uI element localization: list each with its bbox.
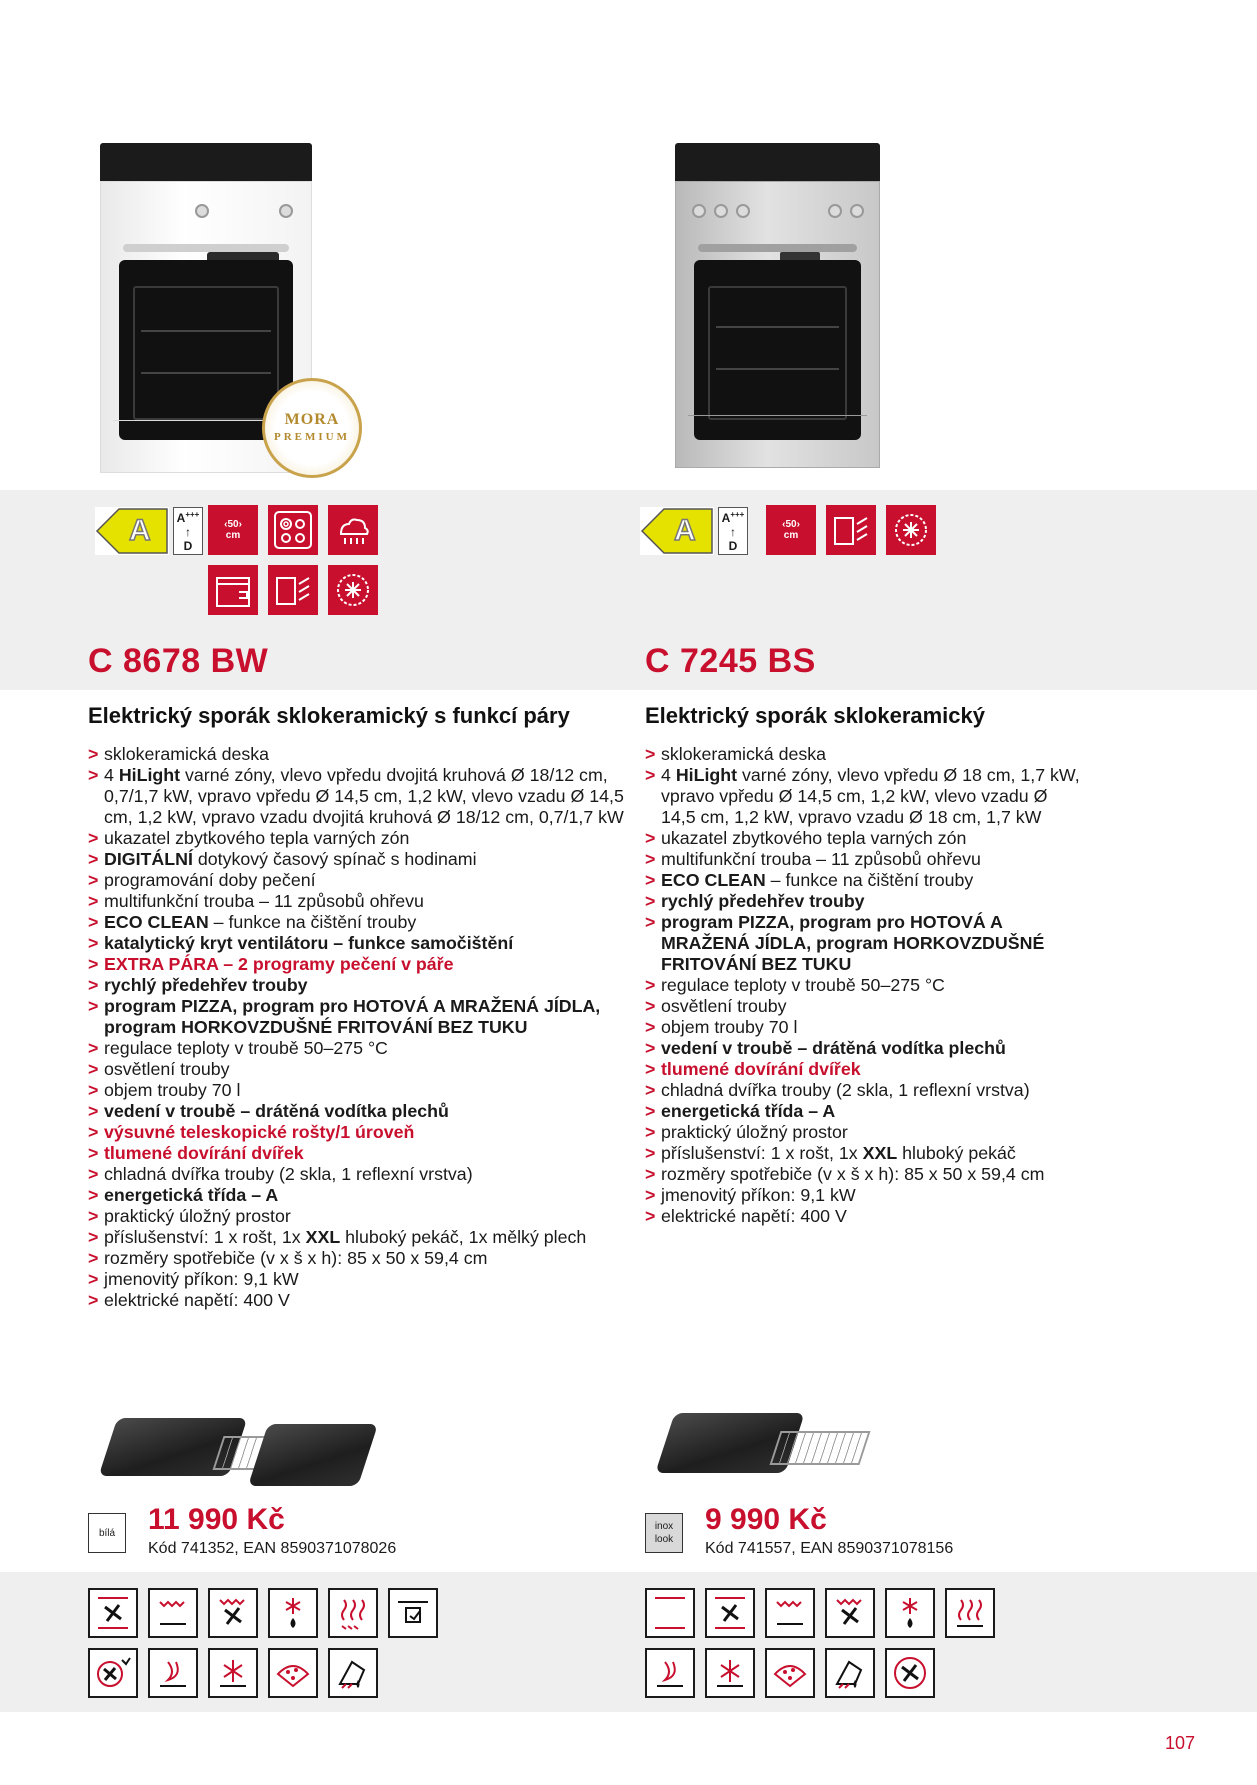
oven-door xyxy=(694,260,861,440)
spec-item: > objem trouby 70 l xyxy=(645,1017,1085,1038)
spec-item: > praktický úložný prostor xyxy=(88,1206,633,1227)
product-title: C 7245 BS xyxy=(645,642,816,680)
spec-item: > chladná dvířka trouby (2 skla, 1 reflexní vrstva) xyxy=(88,1164,633,1185)
spec-item: > praktický úložný prostor xyxy=(645,1122,1085,1143)
spec-item: > ECO CLEAN – funkce na čištění trouby xyxy=(88,912,633,933)
spec-item: > vedení v troubě – drátěná vodítka plechů xyxy=(645,1038,1085,1059)
drawer-icon xyxy=(208,565,258,615)
product-code: Kód 741352, EAN 8590371078026 xyxy=(148,1540,397,1557)
hot-air-fan-icon xyxy=(885,1648,935,1698)
spec-item: > 4 HiLight varné zóny, vlevo vpředu Ø 18 cm, 1,7 kW, vpravo vpředu Ø 14,5 cm, 1,2 kW, vlevo vzadu Ø 14,5 cm, 1,2 kW, vpravo vzadu Ø 18 cm, 1,7 kW xyxy=(645,765,1085,828)
spec-item: > elektrické napětí: 400 V xyxy=(88,1290,633,1311)
spec-item: > jmenovitý příkon: 9,1 kW xyxy=(645,1185,1085,1206)
frozen-food-icon xyxy=(208,1648,258,1698)
product-description: Elektrický sporák sklokeramický xyxy=(645,703,986,728)
cooktop xyxy=(675,143,880,185)
energy-scale: A+++ ↑ D xyxy=(718,507,748,555)
spec-item: > energetická třída – A xyxy=(645,1101,1085,1122)
storage-drawer xyxy=(688,415,867,457)
spec-item: > výsuvné teleskopické rošty/1 úroveň xyxy=(88,1122,633,1143)
fan-with-top-bottom-heat-icon xyxy=(88,1588,138,1638)
energy-label xyxy=(640,507,755,555)
defrost-icon xyxy=(885,1588,935,1638)
spec-item: > rozměry spotřebiče (v x š x h): 85 x 50 x 59,4 cm xyxy=(88,1248,633,1269)
price: 11 990 Kč xyxy=(148,1503,285,1536)
spec-item: > tlumené dovírání dvířek xyxy=(645,1059,1085,1080)
spec-item: > programování doby pečení xyxy=(88,870,633,891)
oven-handle xyxy=(123,244,289,252)
cooktop xyxy=(100,143,312,185)
spec-item: > EXTRA PÁRA – 2 programy pečení v páře xyxy=(88,954,633,975)
fan-grill-icon xyxy=(825,1588,875,1638)
pizza-icon xyxy=(765,1648,815,1698)
color-label: inox look xyxy=(645,1513,683,1553)
control-panel xyxy=(686,190,869,230)
energy-label xyxy=(95,507,210,555)
spec-item: > elektrické napětí: 400 V xyxy=(645,1206,1085,1227)
fan-grill-icon xyxy=(208,1588,258,1638)
spec-item: > 4 HiLight varné zóny, vlevo vpředu dvojitá kruhová Ø 18/12 cm, 0,7/1,7 kW, vpravo vpředu Ø 14,5 cm, 1,2 kW, vlevo vzadu Ø 14,5 cm, 1,2 kW, vpravo vzadu dvojitá kruhová Ø 18/12 cm, 0,7/1,7 kW xyxy=(88,765,633,828)
spec-item: > jmenovitý příkon: 9,1 kW xyxy=(88,1269,633,1290)
fan-clean-icon xyxy=(88,1648,138,1698)
price: 9 990 Kč xyxy=(705,1503,827,1536)
cooking-zones-icon xyxy=(268,505,318,555)
product-image-c7245bs xyxy=(675,143,880,468)
grill-icon xyxy=(765,1588,815,1638)
seal-text-2: PREMIUM xyxy=(274,431,350,443)
spec-item: > osvětlení trouby xyxy=(88,1059,633,1080)
seal-text-1: MORA xyxy=(284,411,340,428)
energy-class: A xyxy=(674,514,696,547)
width-50cm-icon: ‹50› cm xyxy=(766,505,816,555)
spec-item: > rychlý předehřev trouby xyxy=(88,975,633,996)
spec-item: > energetická třída – A xyxy=(88,1185,633,1206)
product-title: C 8678 BW xyxy=(88,642,269,680)
spec-item: > ukazatel zbytkového tepla varných zón xyxy=(88,828,633,849)
grill-icon xyxy=(148,1588,198,1638)
steam-icon xyxy=(328,505,378,555)
spec-item: > příslušenství: 1 x rošt, 1x XXL hluboký pekáč, 1x mělký plech xyxy=(88,1227,633,1248)
energy-scale: A+++ ↑ D xyxy=(173,507,203,555)
bottom-heat-icon xyxy=(148,1648,198,1698)
control-panel xyxy=(111,190,301,230)
page-number: 107 xyxy=(1165,1733,1196,1753)
fast-preheat-icon xyxy=(328,565,378,615)
air-fry-icon xyxy=(825,1648,875,1698)
accessories-image xyxy=(645,1405,865,1485)
spec-item: > program PIZZA, program pro HOTOVÁ A MRAŽENÁ JÍDLA, program HORKOVZDUŠNÉ FRITOVÁNÍ BEZ TUKU xyxy=(645,912,1085,975)
spec-item: > rychlý předehřev trouby xyxy=(645,891,1085,912)
product-description: Elektrický sporák sklokeramický s funkcí páry xyxy=(88,703,570,728)
spec-item: > katalytický kryt ventilátoru – funkce samočištění xyxy=(88,933,633,954)
spec-item: > ECO CLEAN – funkce na čištění trouby xyxy=(645,870,1085,891)
eco-heat-icon xyxy=(945,1588,995,1638)
spec-item: > regulace teploty v troubě 50–275 °C xyxy=(645,975,1085,996)
bottom-heat-icon xyxy=(645,1648,695,1698)
spec-item: > rozměry spotřebiče (v x š x h): 85 x 50 x 59,4 cm xyxy=(645,1164,1085,1185)
energy-class: A xyxy=(129,514,151,547)
spec-item: > tlumené dovírání dvířek xyxy=(88,1143,633,1164)
top-bottom-heat-icon xyxy=(645,1588,695,1638)
spec-item: > program PIZZA, program pro HOTOVÁ A MRAŽENÁ JÍDLA, program HORKOVZDUŠNÉ FRITOVÁNÍ BEZ TUKU xyxy=(88,996,633,1038)
spec-item: > osvětlení trouby xyxy=(645,996,1085,1017)
spec-item: > ukazatel zbytkového tepla varných zón xyxy=(645,828,1085,849)
air-fry-icon xyxy=(328,1648,378,1698)
spec-item: > objem trouby 70 l xyxy=(88,1080,633,1101)
spec-item: > multifunkční trouba – 11 způsobů ohřevu xyxy=(88,891,633,912)
fan-with-top-bottom-heat-icon xyxy=(705,1588,755,1638)
steam-function-icon xyxy=(328,1588,378,1638)
spec-item: > multifunkční trouba – 11 způsobů ohřevu xyxy=(645,849,1085,870)
spec-list xyxy=(88,744,633,1311)
color-label: bílá xyxy=(88,1513,126,1553)
spec-item: > vedení v troubě – drátěná vodítka plechů xyxy=(88,1101,633,1122)
mora-premium-seal xyxy=(262,378,362,478)
soft-close-door-icon xyxy=(268,565,318,615)
spec-item: > chladná dvířka trouby (2 skla, 1 reflexní vrstva) xyxy=(645,1080,1085,1101)
defrost-icon xyxy=(268,1588,318,1638)
pizza-icon xyxy=(268,1648,318,1698)
spec-list xyxy=(645,744,1085,1227)
accessories-image xyxy=(88,1410,378,1490)
oven-handle xyxy=(698,244,857,252)
spec-item: > sklokeramická deska xyxy=(88,744,633,765)
product-code: Kód 741557, EAN 8590371078156 xyxy=(705,1540,954,1557)
frozen-food-icon xyxy=(705,1648,755,1698)
fast-preheat-icon xyxy=(886,505,936,555)
stove-body xyxy=(675,181,880,468)
width-50cm-icon: ‹50› cm xyxy=(208,505,258,555)
spec-item: > regulace teploty v troubě 50–275 °C xyxy=(88,1038,633,1059)
spec-item: > DIGITÁLNÍ dotykový časový spínač s hodinami xyxy=(88,849,633,870)
spec-item: > příslušenství: 1 x rošt, 1x XXL hluboký pekáč xyxy=(645,1143,1085,1164)
spec-item: > sklokeramická deska xyxy=(645,744,1085,765)
soft-close-door-icon xyxy=(826,505,876,555)
pizza-cleaning-icon xyxy=(388,1588,438,1638)
